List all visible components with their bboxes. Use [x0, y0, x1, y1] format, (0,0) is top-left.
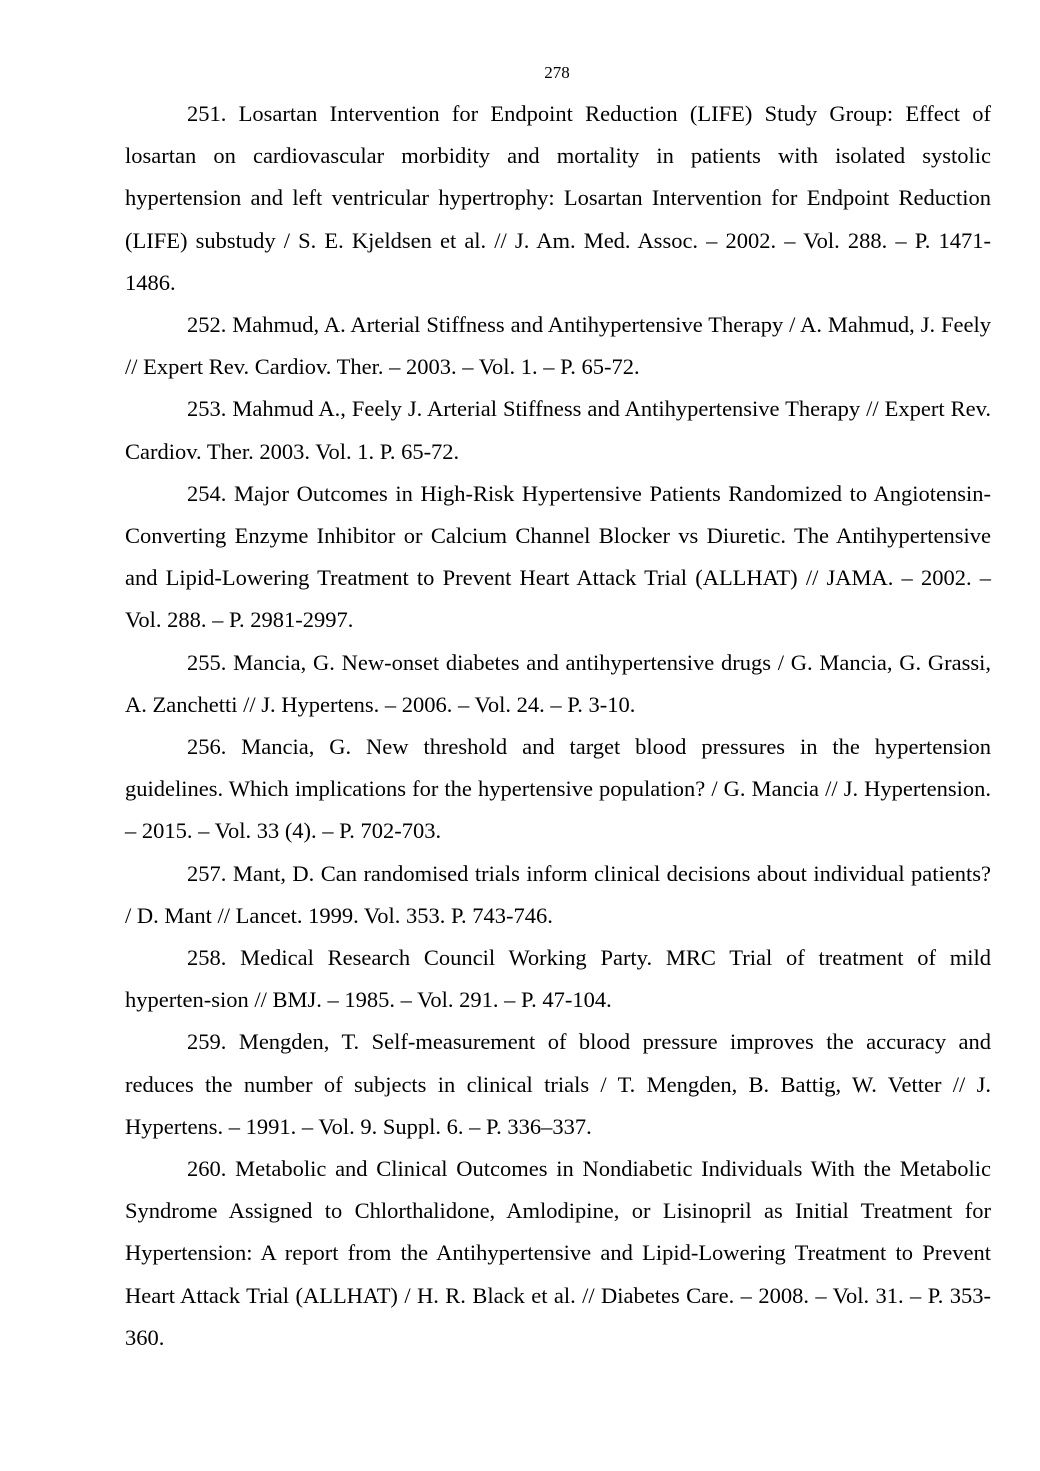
- reference-entry-254: 254. Major Outcomes in High-Risk Hypertensive Patients Randomized to Angiotensin-Converting Enzyme Inhibitor or Calcium Channel Blocker vs Diuretic. The Antihypertensive and Lipid-Lowering Treatment to Prevent Heart Attack Trial (ALLHAT) // JAMA. – 2002. – Vol. 288. – P. 2981-2997.: [125, 480, 991, 633]
- reference-entry-252: 252. Mahmud, A. Arterial Stiffness and Antihypertensive Therapy / A. Mahmud, J. Feely // Expert Rev. Cardiov. Ther. – 2003. – Vol. 1. – P. 65-72.: [125, 312, 991, 380]
- reference-entry-258: 258. Medical Research Council Working Party. MRC Trial of treatment of mild hyperten-sion // BMJ. – 1985. – Vol. 291. – P. 47-104.: [125, 945, 991, 1013]
- reference-entry-257: 257. Mant, D. Can randomised trials inform clinical decisions about individual patients? / D. Mant // Lancet. 1999. Vol. 353. P. 743-746.: [125, 860, 991, 928]
- reference-list: [125, 93, 991, 1359]
- reference-entry-251: 251. Losartan Intervention for Endpoint Reduction (LIFE) Study Group: Effect of losartan on cardiovascular morbidity and mortality in patients with isolated systolic hypertension and left ventricular hypertrophy: Losartan Intervention for Endpoint Reduction (LIFE) substudy / S. E. Kjeldsen et al. // J. Am. Med. Assoc. – 2002. – Vol. 288. – P. 1471-1486.: [125, 101, 991, 295]
- reference-entry-259: 259. Mengden, T. Self-measurement of blood pressure improves the accuracy and reduces the number of subjects in clinical trials / T. Mengden, B. Battig, W. Vetter // J. Hypertens. – 1991. – Vol. 9. Suppl. 6. – P. 336–337.: [125, 1029, 991, 1139]
- reference-entry-256: 256. Mancia, G. New threshold and target blood pressures in the hypertension guidelines. Which implications for the hypertensive population? / G. Mancia // J. Hypertension. – 2015. – Vol. 33 (4). – P. 702-703.: [125, 734, 991, 844]
- reference-entry-253: 253. Mahmud A., Feely J. Arterial Stiffness and Antihypertensive Therapy // Expert Rev. Cardiov. Ther. 2003. Vol. 1. P. 65-72.: [125, 396, 991, 464]
- page-number: 278: [544, 63, 570, 82]
- reference-entry-255: 255. Mancia, G. New-onset diabetes and antihypertensive drugs / G. Mancia, G. Grassi, A. Zanchetti // J. Hypertens. – 2006. – Vol. 24. – P. 3-10.: [125, 649, 991, 717]
- reference-entry-260: 260. Metabolic and Clinical Outcomes in Nondiabetic Individuals With the Metabolic Syndrome Assigned to Chlorthalidone, Amlodipine, or Lisinopril as Initial Treatment for Hypertension: A report from the Antihypertensive and Lipid-Lowering Treatment to Prevent Heart Attack Trial (ALLHAT) / H. R. Black et al. // Diabetes Care. – 2008. – Vol. 31. – P. 353-360.: [125, 1156, 991, 1350]
